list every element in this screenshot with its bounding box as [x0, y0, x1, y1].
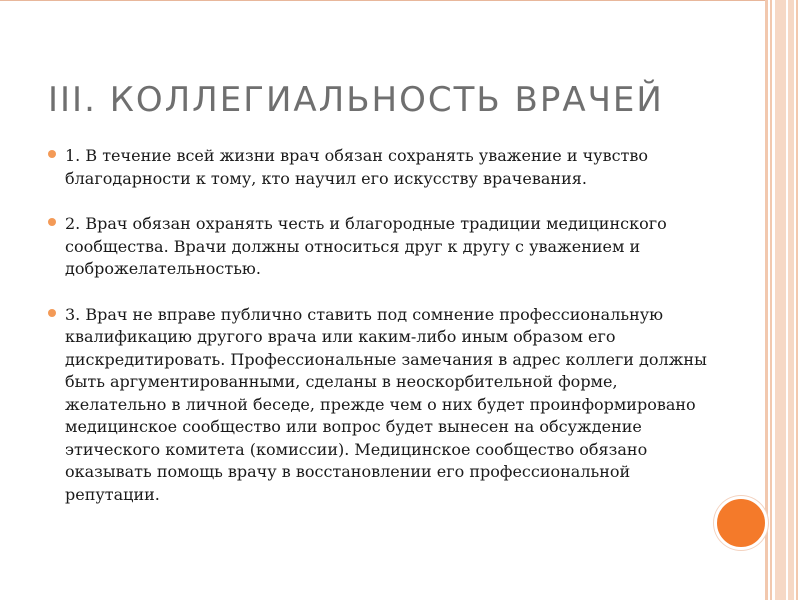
decorative-stripe: [775, 0, 794, 600]
decorative-stripe: [770, 0, 772, 600]
bullet-text: 1. В течение всей жизни врач обязан сохранять уважение и чувство благодарности к тому, кто научил его искусству врачевания.: [65, 146, 649, 188]
slide-body: [48, 145, 708, 529]
bullet-item-2: [48, 213, 708, 281]
decorative-stripe: [796, 0, 798, 600]
decorative-stripe: [786, 0, 788, 600]
bullet-dot-icon: [48, 218, 56, 226]
slide-title: III. КОЛЛЕГИАЛЬНОСТЬ ВРАЧЕЙ: [48, 80, 664, 120]
bullet-item-1: [48, 145, 708, 190]
decorative-stripe: [765, 0, 768, 600]
bullet-dot-icon: [48, 150, 56, 158]
top-frame-line: [0, 0, 765, 1]
decorative-circle-icon: [714, 496, 768, 550]
bullet-dot-icon: [48, 309, 56, 317]
bullet-item-3: [48, 304, 708, 507]
bullet-text: 2. Врач обязан охранять честь и благородные традиции медицинского сообщества. Врачи должны относиться друг к другу с уважением и доброжелательностью.: [65, 214, 667, 278]
bullet-text: 3. Врач не вправе публично ставить под сомнение профессиональную квалификацию другого врача или каким-либо иным образом его дискредитировать. Профессиональные замечания в адрес коллеги должны быть аргументированными, сделаны в неоскорбительной форме, желательно в личной беседе, прежде чем о них будет проинформировано медицинское сообщество или вопрос будет вынесен на обсуждение этического комитета (комиссии). Медицинское сообщество обязано оказывать помощь врачу в восстановлении его профессиональной репутации.: [65, 304, 707, 504]
